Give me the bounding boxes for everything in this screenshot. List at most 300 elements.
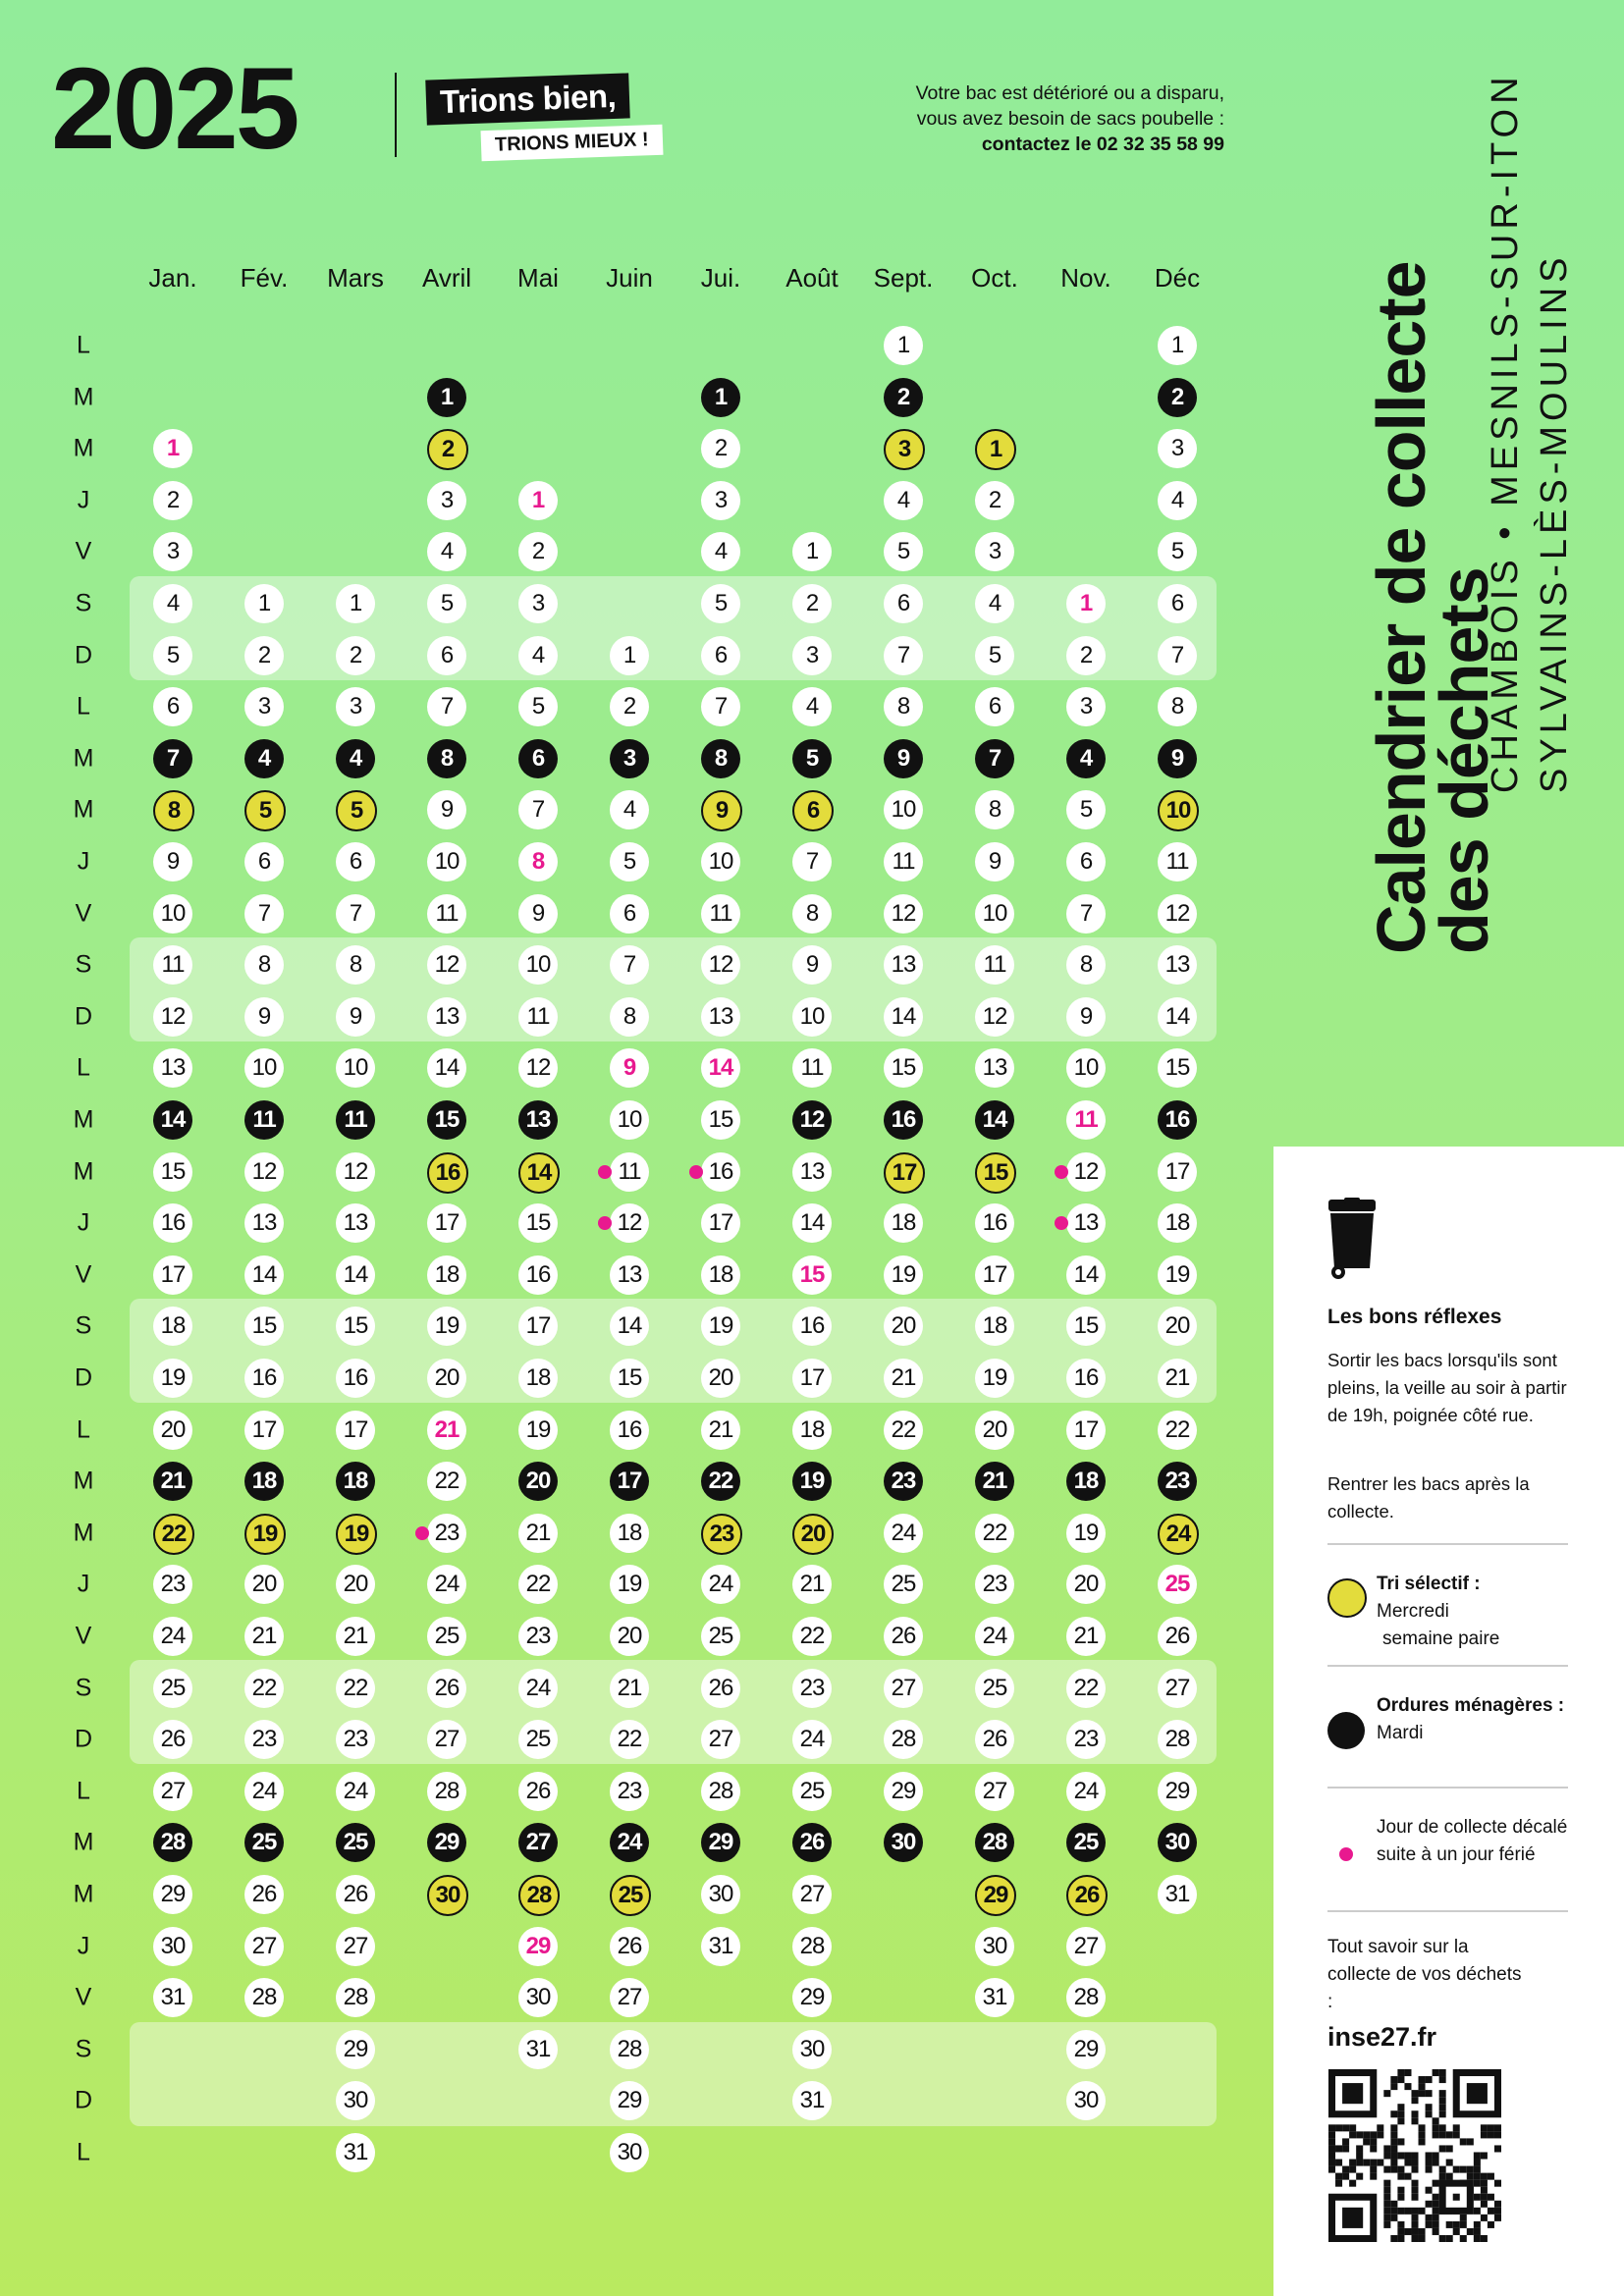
day-cell [610, 1203, 649, 1243]
day-number: 17 [251, 1415, 277, 1443]
day-cell [975, 584, 1014, 623]
day-number: 24 [434, 1571, 460, 1598]
month-header: Sept. [873, 263, 934, 293]
day-number: 23 [1164, 1468, 1190, 1495]
day-number: 7 [531, 796, 545, 824]
day-number: 11 [1165, 848, 1189, 875]
day-number: 13 [1073, 1209, 1099, 1237]
reflexes-title: Les bons réflexes [1327, 1306, 1502, 1328]
day-cell-ordures [336, 1100, 375, 1140]
day-cell [244, 1927, 284, 1966]
day-number: 3 [897, 436, 911, 463]
day-cell-ordures [701, 378, 740, 417]
day-number: 7 [257, 899, 271, 927]
day-cell-tri [244, 790, 286, 831]
info-panel [1273, 1147, 1624, 2296]
day-cell [244, 1875, 284, 1914]
day-cell [792, 945, 832, 985]
day-number: 19 [617, 1571, 642, 1598]
month-header: Avril [421, 263, 472, 293]
day-cell [1066, 894, 1106, 934]
weekend-band [130, 1660, 1217, 1764]
day-number: 21 [799, 1571, 825, 1598]
day-cell [244, 1152, 284, 1192]
day-number: 9 [166, 848, 180, 875]
weekday-label: V [75, 1260, 92, 1289]
month-header: Oct. [971, 263, 1018, 293]
weekday-label: S [75, 1311, 92, 1340]
day-number: 10 [617, 1106, 642, 1133]
day-number: 31 [160, 1984, 186, 2011]
day-cell [1066, 687, 1106, 726]
day-number: 9 [715, 797, 729, 825]
day-number: 9 [349, 1002, 362, 1030]
separator [1327, 1910, 1568, 1912]
day-cell [610, 790, 649, 829]
day-number: 14 [526, 1158, 552, 1186]
day-cell [975, 1720, 1014, 1759]
weekday-label: M [73, 383, 94, 411]
day-cell [1158, 1772, 1197, 1811]
day-number: 7 [623, 951, 636, 979]
day-cell [336, 997, 375, 1037]
day-number: 25 [1164, 1571, 1190, 1598]
weekend-band [130, 1299, 1217, 1403]
day-number: 30 [982, 1932, 1007, 1959]
day-cell [427, 945, 466, 985]
day-cell [1066, 1255, 1106, 1295]
day-cell [427, 894, 466, 934]
day-number: 9 [896, 744, 910, 772]
day-cell [884, 894, 923, 934]
day-cell [975, 842, 1014, 881]
day-cell [884, 1565, 923, 1604]
day-cell-ordures [701, 1823, 740, 1862]
day-cell [884, 790, 923, 829]
day-number: 5 [988, 641, 1001, 668]
day-cell [1066, 1669, 1106, 1708]
day-number: 1 [531, 486, 545, 513]
day-cell [792, 1978, 832, 2017]
day-number: 9 [531, 899, 545, 927]
day-cell [1158, 429, 1197, 468]
day-number: 22 [982, 1519, 1007, 1546]
day-cell [792, 687, 832, 726]
day-number: 11 [800, 1054, 824, 1082]
day-cell [610, 1152, 649, 1192]
day-cell [244, 1565, 284, 1604]
day-number: 21 [617, 1674, 642, 1701]
day-cell [1066, 1927, 1106, 1966]
day-number: 22 [891, 1415, 916, 1443]
shifted-collection-dot [598, 1216, 612, 1230]
day-number: 18 [251, 1468, 277, 1495]
day-cell-ordures [975, 739, 1014, 778]
day-cell [701, 1359, 740, 1398]
day-number: 2 [531, 538, 545, 565]
day-cell-holiday [518, 481, 558, 520]
day-number: 6 [988, 693, 1001, 721]
day-cell [975, 636, 1014, 675]
legend-tri-line2: semaine paire [1382, 1629, 1500, 1649]
day-number: 30 [525, 1984, 551, 2011]
day-cell [518, 997, 558, 1037]
day-cell [701, 1617, 740, 1656]
day-number: 28 [526, 1882, 552, 1908]
day-cell-holiday [153, 429, 192, 468]
day-number: 5 [623, 848, 636, 875]
day-cell [792, 584, 832, 623]
day-cell [884, 1772, 923, 1811]
day-cell [153, 1978, 192, 2017]
day-number: 28 [434, 1777, 460, 1804]
day-number: 1 [989, 436, 1002, 463]
day-number: 1 [714, 383, 728, 410]
day-number: 15 [1164, 1054, 1190, 1082]
day-cell-ordures [1158, 739, 1197, 778]
day-cell [610, 1669, 649, 1708]
day-cell-tri [610, 1875, 651, 1916]
legend-om-title: Ordures ménagères : [1377, 1695, 1565, 1716]
day-cell [244, 1720, 284, 1759]
day-cell [153, 1359, 192, 1398]
day-number: 15 [343, 1312, 368, 1340]
weekday-label: L [77, 1777, 90, 1805]
day-cell [427, 1772, 466, 1811]
day-cell [518, 1617, 558, 1656]
day-cell-tri [701, 1514, 742, 1555]
weekday-label: L [77, 2138, 90, 2166]
day-cell [336, 1617, 375, 1656]
day-number: 25 [343, 1829, 368, 1856]
day-number: 12 [160, 1002, 186, 1030]
day-cell [1158, 1720, 1197, 1759]
day-cell [884, 584, 923, 623]
day-number: 8 [1170, 693, 1184, 721]
day-number: 12 [891, 899, 916, 927]
day-cell [1066, 1411, 1106, 1450]
day-number: 21 [434, 1415, 460, 1443]
weekday-label: V [75, 899, 92, 928]
day-number: 4 [988, 590, 1001, 616]
day-cell-ordures [792, 1462, 832, 1501]
day-cell [884, 1720, 923, 1759]
day-number: 23 [617, 1777, 642, 1804]
day-number: 9 [257, 1002, 271, 1030]
weekday-label: D [74, 1725, 93, 1753]
day-cell-ordures [244, 1100, 284, 1140]
qr-code-icon[interactable] [1328, 2069, 1501, 2242]
day-number: 21 [160, 1468, 186, 1495]
day-number: 13 [891, 951, 916, 979]
day-number: 23 [251, 1726, 277, 1753]
day-cell-ordures [1158, 378, 1197, 417]
weekday-label: L [77, 1415, 90, 1444]
day-number: 27 [799, 1881, 825, 1907]
day-number: 14 [891, 1002, 916, 1030]
day-cell [1066, 1617, 1106, 1656]
day-cell [336, 636, 375, 675]
day-number: 1 [805, 538, 819, 565]
day-cell [244, 1617, 284, 1656]
day-number: 14 [160, 1106, 186, 1133]
day-number: 20 [1164, 1312, 1190, 1340]
day-number: 31 [1164, 1881, 1190, 1907]
day-number: 3 [988, 538, 1001, 565]
day-cell [153, 1772, 192, 1811]
day-number: 19 [982, 1364, 1007, 1391]
holiday-dot-icon [1339, 1847, 1353, 1861]
day-number: 25 [982, 1674, 1007, 1701]
day-number: 24 [160, 1623, 186, 1649]
day-number: 15 [525, 1209, 551, 1237]
day-cell [610, 1359, 649, 1398]
day-cell [975, 1255, 1014, 1295]
day-number: 22 [161, 1520, 187, 1547]
day-number: 18 [434, 1260, 460, 1288]
day-cell [792, 842, 832, 881]
day-number: 22 [525, 1571, 551, 1598]
day-number: 30 [1073, 2087, 1099, 2114]
day-cell [975, 532, 1014, 571]
day-number: 10 [525, 951, 551, 979]
shifted-collection-dot [1055, 1165, 1068, 1179]
day-number: 3 [440, 486, 454, 513]
day-number: 9 [1170, 744, 1184, 772]
day-number: 11 [618, 1157, 641, 1185]
more-info-text: Tout savoir sur la collecte de vos déchets : [1327, 1937, 1522, 2012]
day-cell [975, 1927, 1014, 1966]
day-cell [610, 1772, 649, 1811]
day-cell-ordures [244, 1823, 284, 1862]
day-number: 28 [251, 1984, 277, 2011]
day-number: 25 [160, 1674, 186, 1701]
day-cell [975, 1565, 1014, 1604]
day-number: 15 [434, 1106, 460, 1133]
day-number: 29 [799, 1984, 825, 2011]
day-cell [975, 894, 1014, 934]
day-cell-ordures [336, 739, 375, 778]
day-number: 22 [708, 1468, 733, 1495]
weekday-label: S [75, 2035, 92, 2063]
day-cell [610, 1617, 649, 1656]
day-number: 20 [708, 1364, 733, 1391]
day-number: 23 [343, 1726, 368, 1753]
day-cell-ordures [336, 1823, 375, 1862]
day-number: 13 [1164, 951, 1190, 979]
day-cell [244, 1359, 284, 1398]
day-cell [336, 1203, 375, 1243]
day-number: 17 [1073, 1415, 1099, 1443]
day-number: 27 [251, 1932, 277, 1959]
day-cell [153, 584, 192, 623]
day-cell [792, 1772, 832, 1811]
day-number: 7 [1079, 899, 1093, 927]
day-number: 3 [623, 744, 636, 772]
day-cell [610, 1411, 649, 1450]
day-cell [336, 1359, 375, 1398]
day-number: 1 [440, 383, 454, 410]
day-number: 25 [618, 1882, 643, 1908]
day-cell [518, 1978, 558, 2017]
weekday-label: M [73, 1880, 94, 1908]
day-number: 6 [1079, 848, 1093, 875]
day-number: 25 [1073, 1829, 1099, 1856]
day-number: 3 [257, 693, 271, 721]
day-number: 18 [708, 1260, 733, 1288]
day-number: 14 [982, 1106, 1007, 1133]
day-cell [153, 997, 192, 1037]
day-cell [1066, 2030, 1106, 2069]
website-link[interactable]: inse27.fr [1327, 2022, 1437, 2052]
day-cell [792, 1927, 832, 1966]
weekday-label: J [77, 1208, 90, 1237]
day-number: 1 [257, 590, 271, 616]
day-cell-ordures [153, 739, 192, 778]
day-number: 18 [799, 1415, 825, 1443]
day-cell [610, 2133, 649, 2172]
day-number: 19 [799, 1468, 825, 1495]
day-cell [610, 1978, 649, 2017]
day-number: 10 [434, 848, 460, 875]
day-number: 2 [1170, 383, 1184, 410]
day-cell [701, 945, 740, 985]
day-cell-tri [153, 790, 194, 831]
day-cell [427, 1255, 466, 1295]
day-number: 14 [1164, 1002, 1190, 1030]
day-number: 26 [525, 1777, 551, 1804]
day-number: 6 [166, 693, 180, 721]
weekday-label: M [73, 434, 94, 462]
day-number: 2 [441, 436, 455, 463]
day-cell-ordures [1158, 1462, 1197, 1501]
day-cell [153, 1927, 192, 1966]
day-number: 29 [434, 1829, 460, 1856]
day-cell [1158, 945, 1197, 985]
day-number: 2 [1079, 641, 1093, 668]
day-number: 6 [896, 590, 910, 616]
day-cell-ordures [427, 1100, 466, 1140]
day-number: 29 [1073, 2035, 1099, 2062]
day-number: 29 [708, 1829, 733, 1856]
day-number: 29 [1164, 1777, 1190, 1804]
day-number: 9 [1079, 1002, 1093, 1030]
day-cell-tri [427, 429, 468, 470]
day-cell-holiday [427, 1411, 466, 1450]
day-cell-ordures [153, 1823, 192, 1862]
day-number: 16 [982, 1209, 1007, 1237]
weekday-label: L [77, 331, 90, 359]
day-number: 23 [160, 1571, 186, 1598]
day-number: 16 [799, 1312, 825, 1340]
slogan-line-1: Trions bien, [425, 73, 630, 125]
day-cell-ordures [792, 1100, 832, 1140]
day-cell [153, 1411, 192, 1450]
day-cell [336, 584, 375, 623]
day-number: 10 [1165, 797, 1191, 825]
day-cell [153, 945, 192, 985]
day-number: 6 [1170, 590, 1184, 616]
day-number: 2 [257, 641, 271, 668]
day-number: 12 [708, 951, 733, 979]
day-cell [427, 1462, 466, 1501]
day-number: 11 [161, 951, 185, 979]
day-cell [153, 1152, 192, 1192]
day-number: 20 [434, 1364, 460, 1391]
day-number: 4 [531, 641, 545, 668]
day-number: 15 [160, 1157, 186, 1185]
day-cell-ordures [884, 1462, 923, 1501]
day-cell [518, 1565, 558, 1604]
day-number: 2 [896, 383, 910, 410]
day-cell [975, 481, 1014, 520]
day-cell [884, 326, 923, 365]
day-cell [975, 1514, 1014, 1553]
day-cell [610, 1100, 649, 1140]
day-cell [975, 945, 1014, 985]
day-number: 28 [1073, 1984, 1099, 2011]
day-cell [792, 894, 832, 934]
month-header: Août [785, 263, 839, 293]
day-cell [792, 1617, 832, 1656]
day-number: 11 [892, 848, 915, 875]
day-cell [1066, 1359, 1106, 1398]
day-number: 5 [714, 590, 728, 616]
side-title-line-2: des déchets [1426, 567, 1502, 954]
day-cell-tri [884, 1152, 925, 1194]
day-number: 28 [799, 1932, 825, 1959]
day-cell [153, 842, 192, 881]
day-number: 7 [988, 744, 1001, 772]
year-title: 2025 [51, 44, 298, 174]
day-cell [1066, 1514, 1106, 1553]
day-number: 22 [799, 1623, 825, 1649]
day-number: 6 [714, 641, 728, 668]
day-number: 13 [708, 1002, 733, 1030]
day-cell [792, 1875, 832, 1914]
day-number: 17 [525, 1312, 551, 1340]
day-number: 10 [160, 899, 186, 927]
day-cell-holiday [1066, 1100, 1106, 1140]
day-cell [701, 1100, 740, 1140]
day-cell [336, 1720, 375, 1759]
day-number: 7 [1170, 641, 1184, 668]
day-cell [336, 1255, 375, 1295]
day-number: 24 [1165, 1520, 1191, 1547]
day-number: 4 [1079, 744, 1093, 772]
day-cell [610, 842, 649, 881]
day-cell [336, 842, 375, 881]
trash-bin-icon [1325, 1198, 1380, 1280]
day-cell [1158, 1048, 1197, 1088]
day-number: 8 [167, 797, 181, 825]
day-number: 20 [251, 1571, 277, 1598]
day-cell [518, 1048, 558, 1088]
day-number: 22 [434, 1468, 460, 1495]
day-cell [1066, 1565, 1106, 1604]
day-number: 16 [891, 1106, 916, 1133]
day-number: 13 [799, 1157, 825, 1185]
day-cell [884, 532, 923, 571]
day-number: 17 [708, 1209, 733, 1237]
day-number: 14 [1073, 1260, 1099, 1288]
day-number: 7 [714, 693, 728, 721]
contact-phone: contactez le 02 32 35 58 99 [981, 133, 1224, 155]
month-header: Fév. [240, 263, 289, 293]
day-cell [884, 997, 923, 1037]
day-number: 3 [531, 590, 545, 616]
day-cell [975, 1359, 1014, 1398]
